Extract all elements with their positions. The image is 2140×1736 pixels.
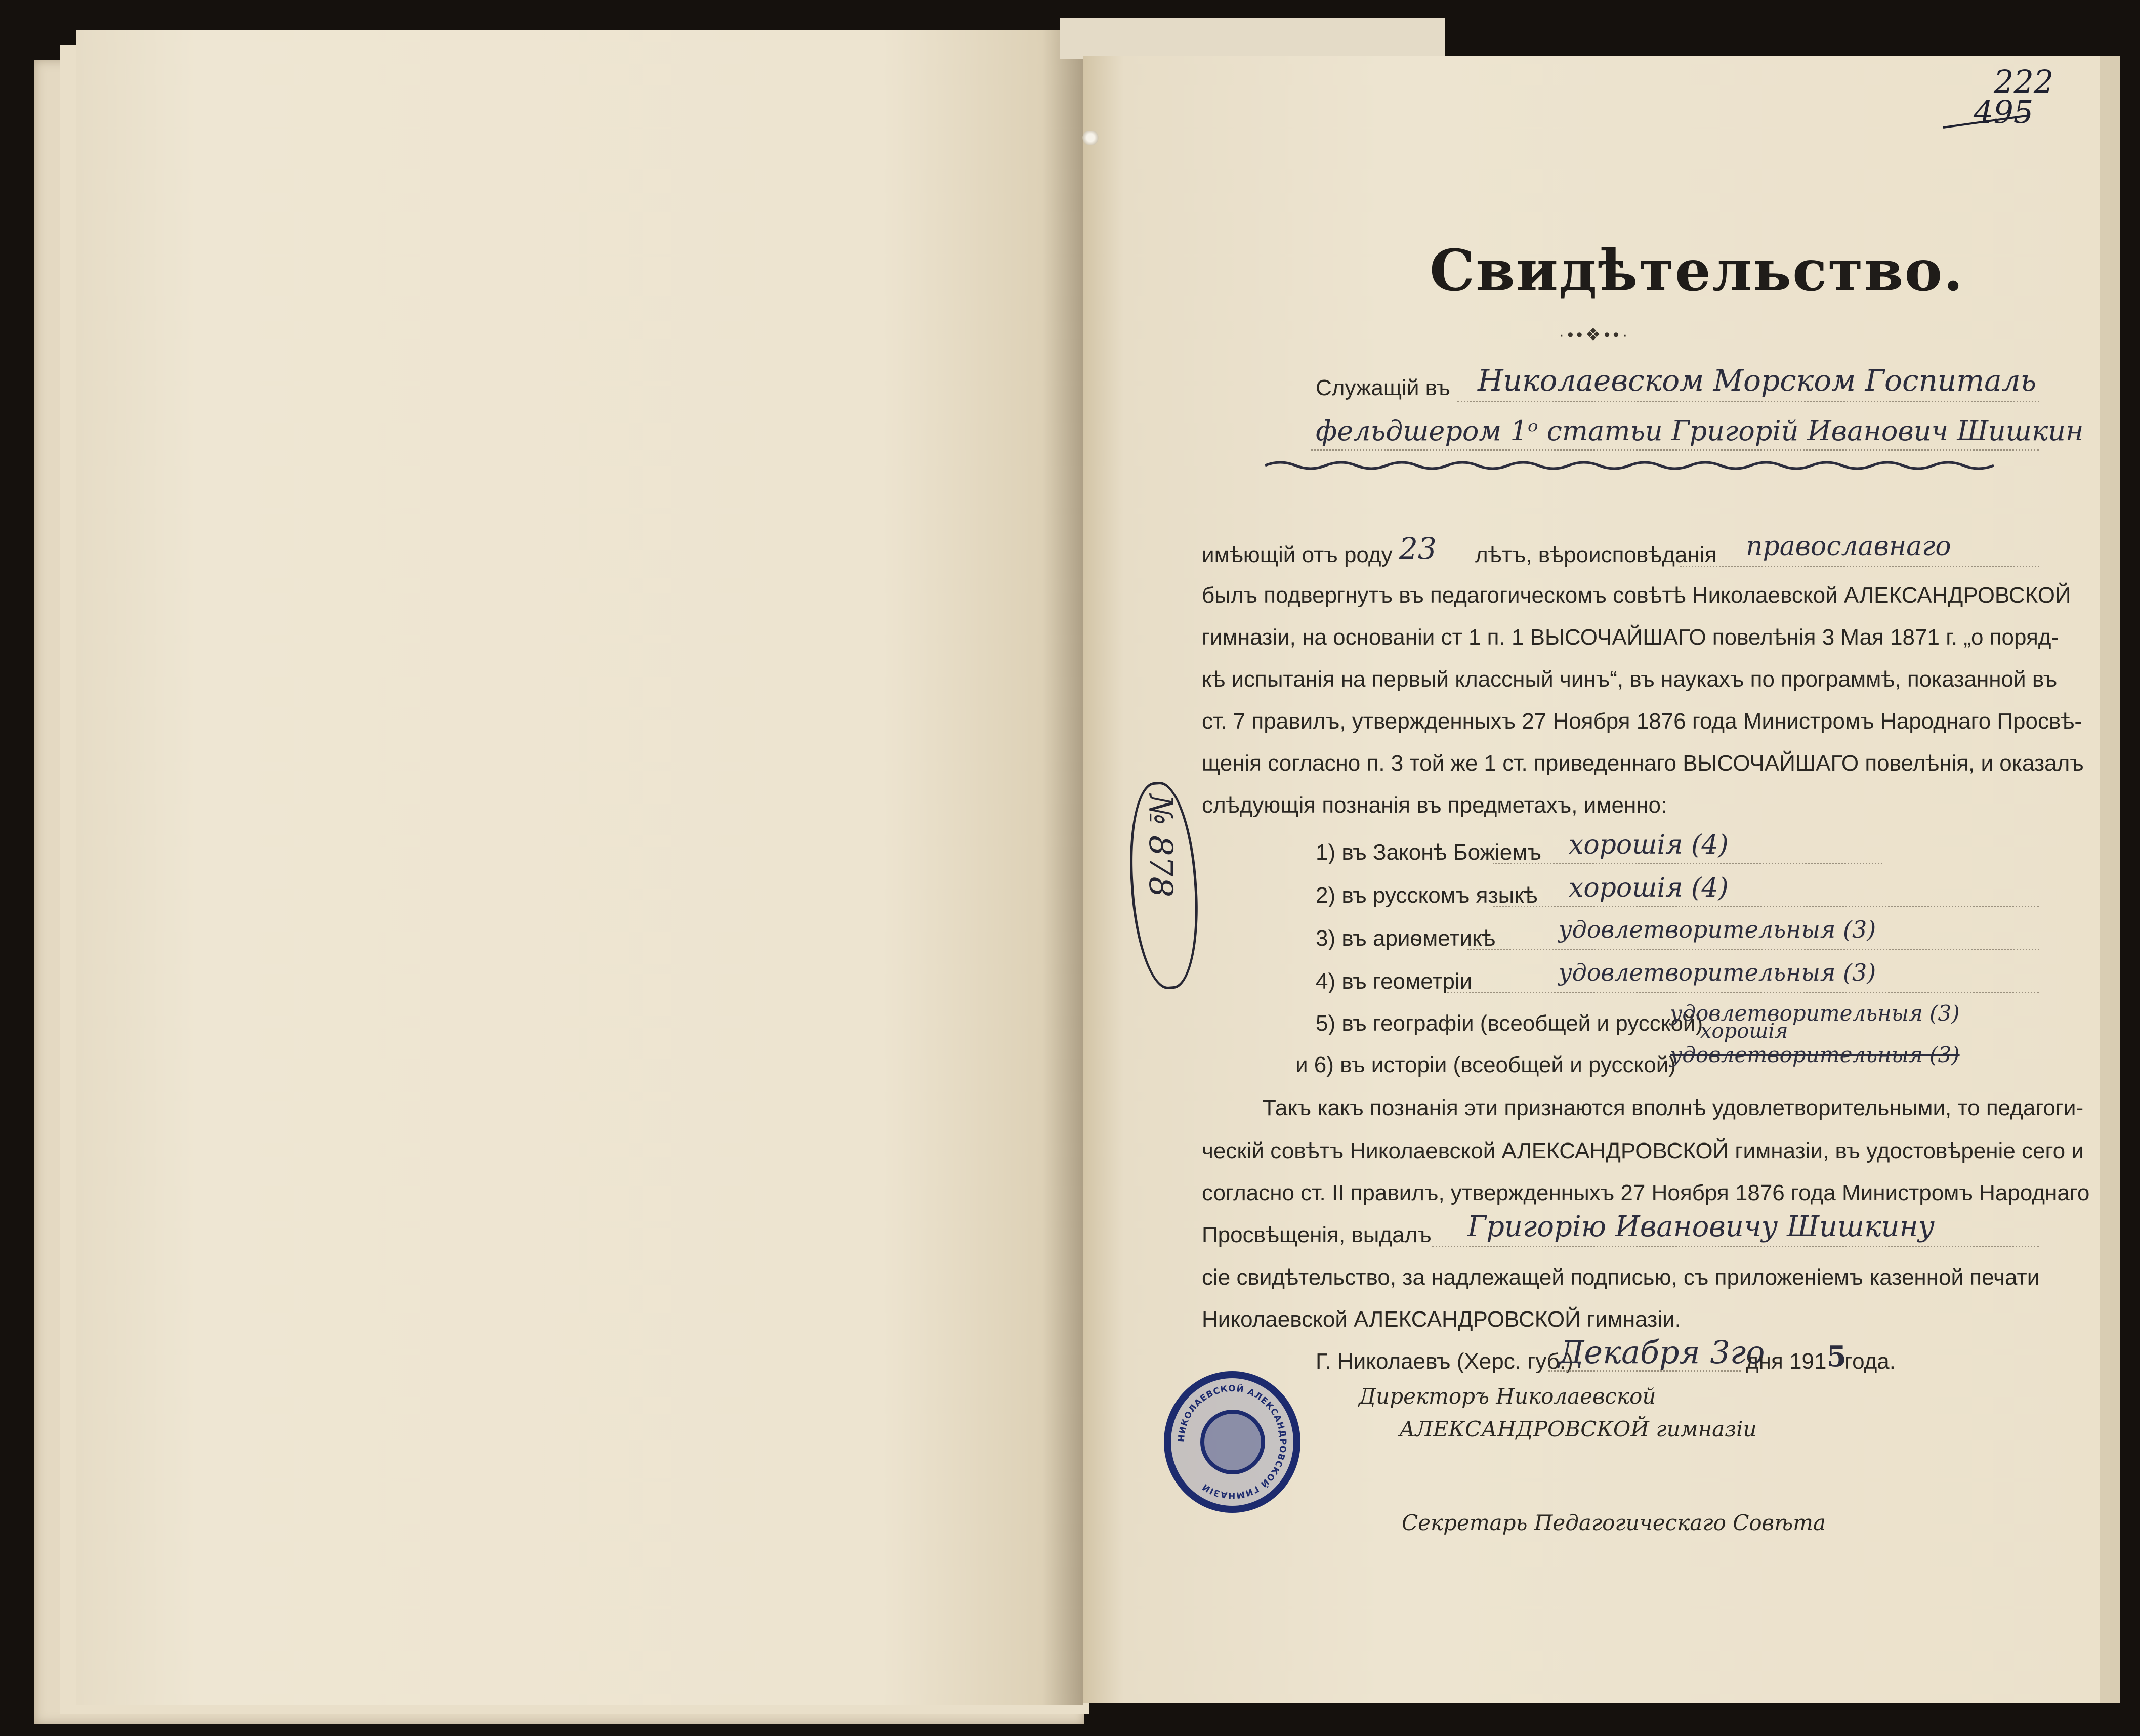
year-hand: 5 (1827, 1340, 1847, 1373)
dotted-line (1432, 1246, 2039, 1247)
dotted-line (1447, 992, 2039, 993)
serving-place-hand: Николаевском Морском Госпиталь (1478, 363, 2037, 398)
page-edge-right (2100, 56, 2120, 1703)
body-line: ст. 7 правилъ, утвержденныхъ 27 Ноября 1876 года Министромъ Народнаго Просвѣ- (1202, 709, 2082, 734)
subject-label: 1) въ Законѣ Божіемъ (1316, 840, 1542, 865)
archive-number: 222 (1994, 63, 2054, 100)
position-name-hand: фельдшером 1ᵒ статьи Григорій Иванович Шишкин (1316, 415, 2084, 447)
subject-grade-struck-hand: удовлетворительныя (3) (1670, 1042, 1960, 1067)
binding-gutter (1042, 30, 1083, 1705)
closing-line: ческій совѣтъ Николаевской АЛЕКСАНДРОВСКОЙ гимназіи, въ удостовѣреніе сего и (1202, 1138, 2084, 1163)
body-line: слѣдующія познанія въ предметахъ, именно: (1202, 793, 1667, 818)
dotted-line (1311, 449, 2039, 451)
subject-grade-correction-hand: хорошія (1700, 1020, 1788, 1043)
subject-grade-hand: удовлетворительныя (3) (1670, 1001, 1960, 1026)
document-title: Свидѣтельство. (1430, 238, 1964, 304)
dotted-line (1457, 401, 2039, 402)
issued-to-hand: Григорію Ивановичу Шишкину (1467, 1210, 1935, 1243)
dotted-line (1680, 566, 2039, 567)
page-stub-top (1060, 18, 1445, 59)
seal-text: НИКОЛАЕВСКОЙ АЛЕКСАНДРОВСКОЙ ГИМНАЗІИ (1176, 1383, 1288, 1501)
seal-inscription (1169, 1376, 1295, 1508)
serving-label: Служащій въ (1316, 375, 1451, 400)
closing-line: согласно ст. II правилъ, утвержденныхъ 27 Ноября 1876 года Министромъ Народнаго (1202, 1180, 2090, 1205)
after-line: сіе свидѣтельство, за надлежащей подписью, съ приложеніемъ казенной печати (1202, 1265, 2040, 1290)
margin-registration-number: № 878 (1142, 794, 1179, 898)
age-prefix: имѣющій отъ роду (1202, 542, 1393, 567)
body-line: щенія согласно п. 3 той же 1 ст. приведеннаго ВЫСОЧАЙШАГО повелѣнія, и оказалъ (1202, 751, 2084, 776)
subject-label: 4) въ геометріи (1316, 969, 1473, 994)
subject-label: и 6) въ исторіи (всеобщей и русской) (1295, 1052, 1676, 1077)
dotted-line (1548, 1370, 1741, 1372)
dotted-line (1493, 863, 1882, 864)
subject-grade-hand: хорошія (4) (1569, 830, 1729, 860)
director-title-line2: АЛЕКСАНДРОВСКОЙ гимназіи (1399, 1417, 1757, 1442)
subject-grade-hand: хорошія (4) (1569, 873, 1729, 903)
age-value-hand: 23 (1399, 531, 1437, 566)
title-ornament: ·••❖••· (1559, 325, 1631, 345)
director-title-line1: Директоръ Николаевской (1359, 1384, 1656, 1409)
flourish-line (1265, 455, 1994, 476)
dotted-line (1467, 949, 2039, 950)
after-line: Николаевской АЛЕКСАНДРОВСКОЙ гимназіи. (1202, 1307, 1681, 1332)
date-hand: Декабря 3го (1559, 1334, 1765, 1371)
subject-grade-hand: удовлетворительныя (3) (1559, 959, 1876, 986)
day-label: дня 191 (1746, 1349, 1827, 1374)
blank-left-page (76, 30, 1083, 1705)
closing-line: Такъ какъ познанія эти признаются вполнѣ удовлетворительными, то педагоги- (1263, 1095, 2084, 1120)
subject-label: 3) въ ариѳметикѣ (1316, 926, 1496, 951)
secretary-title: Секретарь Педагогическаго Совѣта (1402, 1510, 1826, 1535)
place-label: Г. Николаевъ (Херс. губ.) (1316, 1349, 1573, 1374)
issued-label: Просвѣщенія, выдалъ (1202, 1222, 1432, 1247)
religion-hand: православнаго (1746, 531, 1951, 562)
dotted-line (1493, 906, 2039, 907)
age-suffix: лѣтъ, вѣроисповѣданія (1475, 542, 1717, 567)
subject-label: 5) въ географіи (всеобщей и русской) (1316, 1011, 1703, 1036)
body-line: кѣ испытанія на первый классный чинъ“, въ наукахъ по программѣ, показанной въ (1202, 667, 2058, 692)
archive-number-struck: 495 (1974, 94, 2034, 131)
year-suffix: года. (1844, 1349, 1896, 1374)
body-line: былъ подвергнутъ въ педагогическомъ совѣтѣ Николаевской АЛЕКСАНДРОВСКОЙ (1202, 583, 2071, 608)
body-line: гимназіи, на основаніи ст 1 п. 1 ВЫСОЧАЙШАГО повелѣнія 3 Мая 1871 г. „о поряд- (1202, 625, 2059, 650)
svg-text:НИКОЛАЕВСКОЙ АЛЕКСАНДРОВСКОЙ Г (1177, 1383, 1288, 1500)
subject-grade-hand: удовлетворительныя (3) (1559, 916, 1876, 943)
subject-label: 2) въ русскомъ языкѣ (1316, 883, 1538, 908)
binding-thread-icon (1082, 131, 1099, 145)
